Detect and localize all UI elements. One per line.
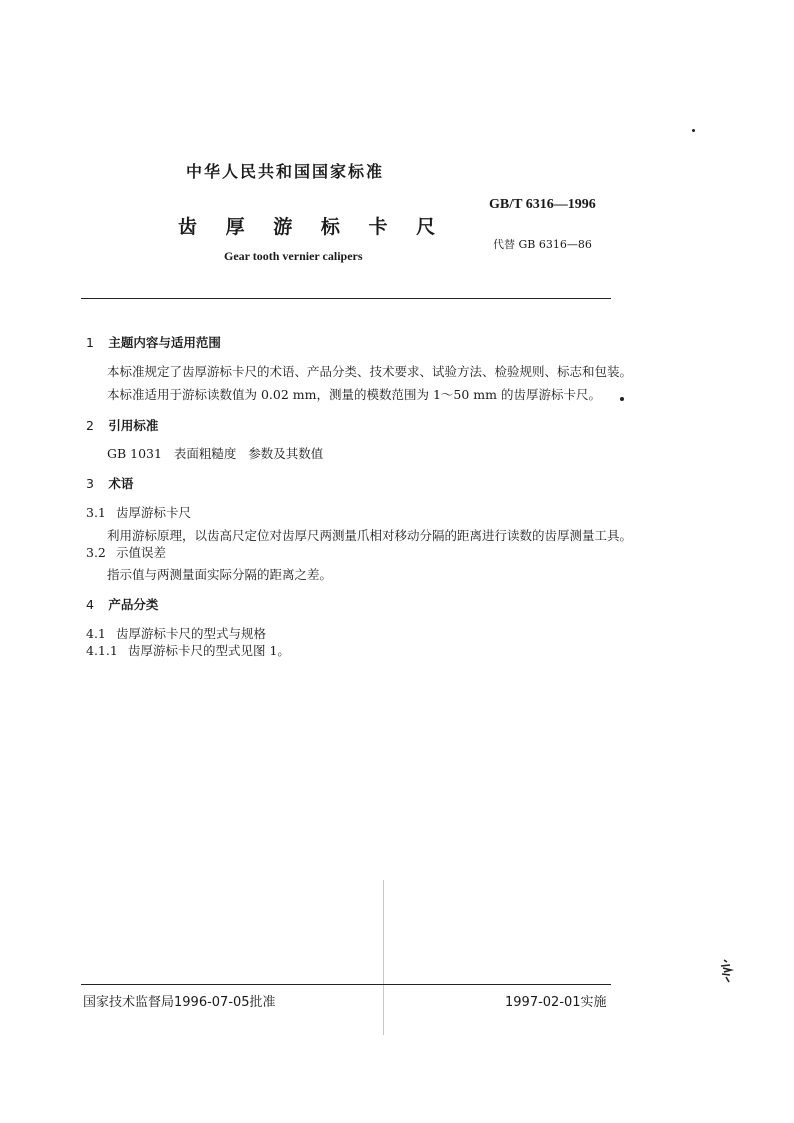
section-1-heading <box>86 333 221 351</box>
subsection-3-2-text: 指示值与两测量面实际分隔的距离之差。 <box>107 567 333 582</box>
section-number: 3 <box>86 476 94 491</box>
approval-date: 国家技术监督局1996-07-05批准 <box>83 995 276 1010</box>
subsection-4-1-1 <box>86 641 290 659</box>
subsection-3-2-heading <box>86 543 166 561</box>
subsection-number: 4.1.1 <box>86 643 118 658</box>
standard-code: GB/T 6316—1996 <box>489 197 596 212</box>
subsection-number: 3.2 <box>86 545 106 560</box>
scan-speck <box>620 397 624 401</box>
reference-standard: GB 1031 表面粗糙度 参数及其数值 <box>107 446 324 461</box>
effective-date: 1997-02-01实施 <box>505 995 607 1010</box>
national-standard-heading: 中华人民共和国国家标准 <box>186 162 385 181</box>
section-title: 引用标准 <box>108 418 159 433</box>
page-crease <box>383 880 384 1035</box>
subsection-number: 4.1 <box>86 626 106 641</box>
section-1-paragraph-1: 本标准规定了齿厚游标卡尺的术语、产品分类、技术要求、试验方法、检验规则、标志和包装。 <box>107 364 633 379</box>
subsection-title: 示值误差 <box>115 545 166 560</box>
section-number: 1 <box>86 335 94 350</box>
section-number: 4 <box>86 597 94 612</box>
subsection-4-1-heading <box>86 624 266 642</box>
section-3-heading <box>86 474 133 492</box>
subsection-title: 齿厚游标卡尺 <box>115 505 191 520</box>
scan-mark <box>718 958 736 984</box>
section-4-heading <box>86 595 158 613</box>
subsection-text: 齿厚游标卡尺的型式见图 1。 <box>127 643 290 658</box>
subsection-number: 3.1 <box>86 505 106 520</box>
replaces-note: 代替 GB 6316—86 <box>493 238 592 251</box>
header-divider <box>81 298 611 299</box>
section-title: 主题内容与适用范围 <box>108 335 221 350</box>
section-1-paragraph-2: 本标准适用于游标读数值为 0.02 mm，测量的模数范围为 1～50 mm 的齿厚游标卡尺。 <box>107 387 601 402</box>
section-title: 产品分类 <box>108 597 159 612</box>
subsection-3-1-heading <box>86 503 191 521</box>
section-number: 2 <box>86 418 94 433</box>
standard-title-en: Gear tooth vernier calipers <box>224 249 363 263</box>
subsection-title: 齿厚游标卡尺的型式与规格 <box>115 626 266 641</box>
footer-divider <box>81 984 611 985</box>
section-2-heading <box>86 416 158 434</box>
scan-speck <box>692 129 695 132</box>
standard-title-cn: 齿 厚 游 标 卡 尺 <box>178 216 437 238</box>
subsection-3-1-text: 利用游标原理，以齿高尺定位对齿厚尺两测量爪相对移动分隔的距离进行读数的齿厚测量工具。 <box>107 528 633 543</box>
section-title: 术语 <box>108 476 134 491</box>
